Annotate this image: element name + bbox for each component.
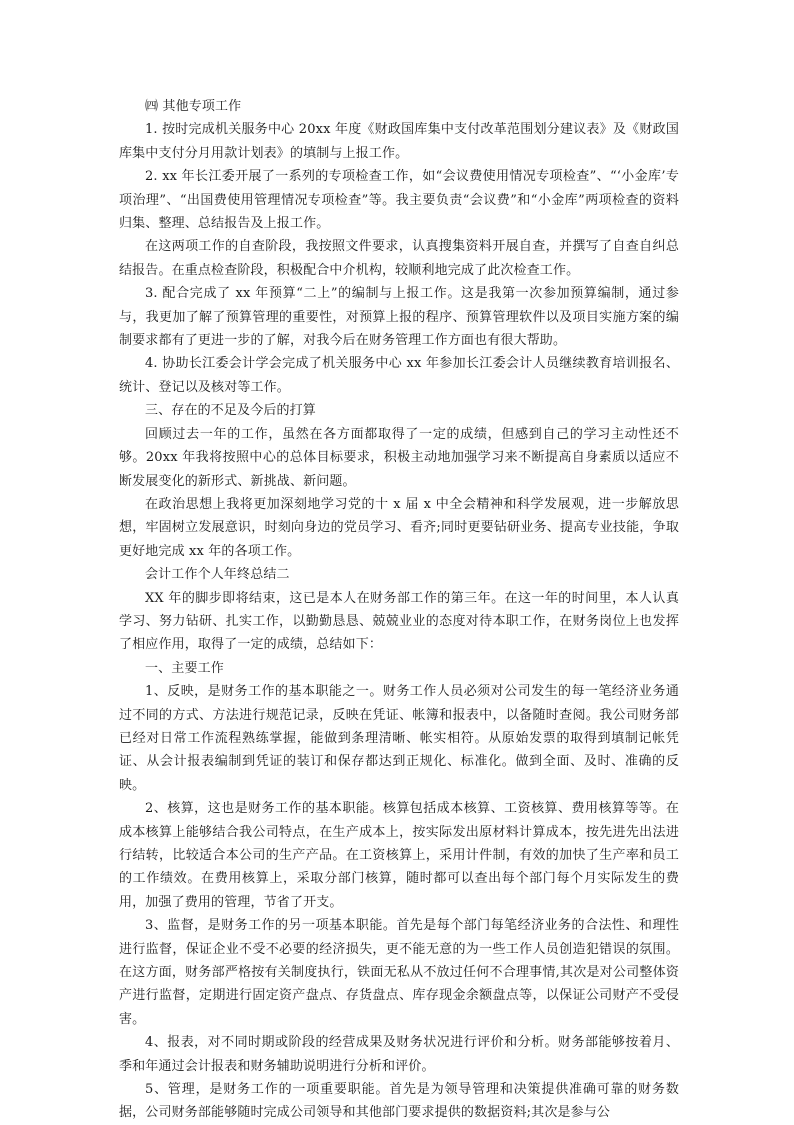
paragraph: 回顾过去一年的工作，虽然在各方面都取得了一定的成绩，但感到自己的学习主动性还不够。20xx 年我将按照中心的总体目标要求，积极主动地加强学习来不断提高自身素质以适应不断发展变化的新形式、新挑战、新问题。 (119, 426, 679, 489)
paragraph: 1. 按时完成机关服务中心 20xx 年度《财政国库集中支付改革范围划分建议表》及《财政国库集中支付分月用款计划表》的填制与上报工作。 (119, 122, 679, 161)
paragraph: 5、管理，是财务工作的一项重要职能。首先是为领导管理和决策提供准确可靠的财务数据，公司财务部能够随时完成公司领导和其他部门要求提供的数据资料;其次是参与公 (119, 1082, 679, 1121)
paragraph: 4. 协助长江委会计学会完成了机关服务中心 xx 年参加长江委会计人员继续教育培训报名、统计、登记以及核对等工作。 (119, 356, 679, 395)
paragraph: 在政治思想上我将更加深刻地学习党的十 x 届 x 中全会精神和科学发展观，进一步解放思想，牢固树立发展意识，时刻向身边的党员学习、看齐;同时更要钻研业务、提高专业技能，争取更好地完成 xx 年的各项工作。 (119, 496, 679, 559)
paragraph: 3、监督，是财务工作的另一项基本职能。首先是每个部门每笔经济业务的合法性、和理性进行监督，保证企业不受不必要的经济损失，更不能无意的为一些工作人员创造犯错误的氛围。在这方面，财务部严格按有关制度执行，铁面无私从不放过任何不合理事情,其次是对公司整体资产进行监督，定期进行固定资产盘点、存货盘点、库存现金余额盘点等，以保证公司财产不受侵害。 (119, 918, 679, 1027)
paragraph: 4、报表，对不同时期或阶段的经营成果及财务状况进行评价和分析。财务部能够按着月、季和年通过会计报表和财务辅助说明进行分析和评价。 (119, 1035, 679, 1074)
paragraph: XX 年的脚步即将结束，这已是本人在财务部工作的第三年。在这一年的时间里，本人认真学习、努力钻研、扎实工作，以勤勤恳恳、兢兢业业的态度对待本职工作，在财务岗位上也发挥了相应作用，取得了一定的成绩，总结如下： (119, 590, 679, 653)
paragraph: 在这两项工作的自查阶段，我按照文件要求，认真搜集资料开展自查，并撰写了自查自纠总结报告。在重点检查阶段，积极配合中介机构，较顺利地完成了此次检查工作。 (119, 239, 679, 278)
section-heading: 一、主要工作 (145, 660, 224, 676)
paragraph: ㈣ 其他专项工作 (145, 99, 242, 114)
paragraph: 2、核算，这也是财务工作的基本职能。核算包括成本核算、工资核算、费用核算等等。在成本核算上能够结合我公司特点，在生产成本上，按实际发出原材料计算成本，按先进先出法进行结转，比较适合本公司的生产产品。在工资核算上，采用计件制，有效的加快了生产率和员工的工作绩效。在费用核算上，采取分部门核算，随时都可以查出每个部门每个月实际发生的费用，加强了费用的管理，节省了开支。 (119, 801, 679, 910)
section-heading: 三、存在的不足及今后的打算 (145, 403, 316, 419)
document-title: 会计工作个人年终总结二 (145, 567, 290, 583)
paragraph: 2. xx 年长江委开展了一系列的专项检查工作，如“会议费使用情况专项检查”、“‘小金库’专项治理”、“出国费使用管理情况专项检查”等。我主要负责“会议费”和“小金库”两项检查的资料归集、整理、总结报告及上报工作。 (119, 169, 679, 232)
paragraph: 1、反映，是财务工作的基本职能之一。财务工作人员必须对公司发生的每一笔经济业务通过不同的方式、方法进行规范记录，反映在凭证、帐簿和报表中，以备随时查阅。我公司财务部已经对日常工作流程熟练掌握，能做到条理清晰、帐实相符。从原始发票的取得到填制记帐凭证、从会计报表编制到凭证的装订和保存都达到正规化、标准化。做到全面、及时、准确的反映。 (119, 684, 679, 793)
paragraph: 3. 配合完成了 xx 年预算“二上”的编制与上报工作。这是我第一次参加预算编制，通过参与，我更加了解了预算管理的重要性，对预算上报的程序、预算管理软件以及项目实施方案的编制要求都有了更进一步的了解，对我今后在财务管理工作方面也有很大帮助。 (119, 286, 679, 349)
document-body (119, 95, 679, 1125)
